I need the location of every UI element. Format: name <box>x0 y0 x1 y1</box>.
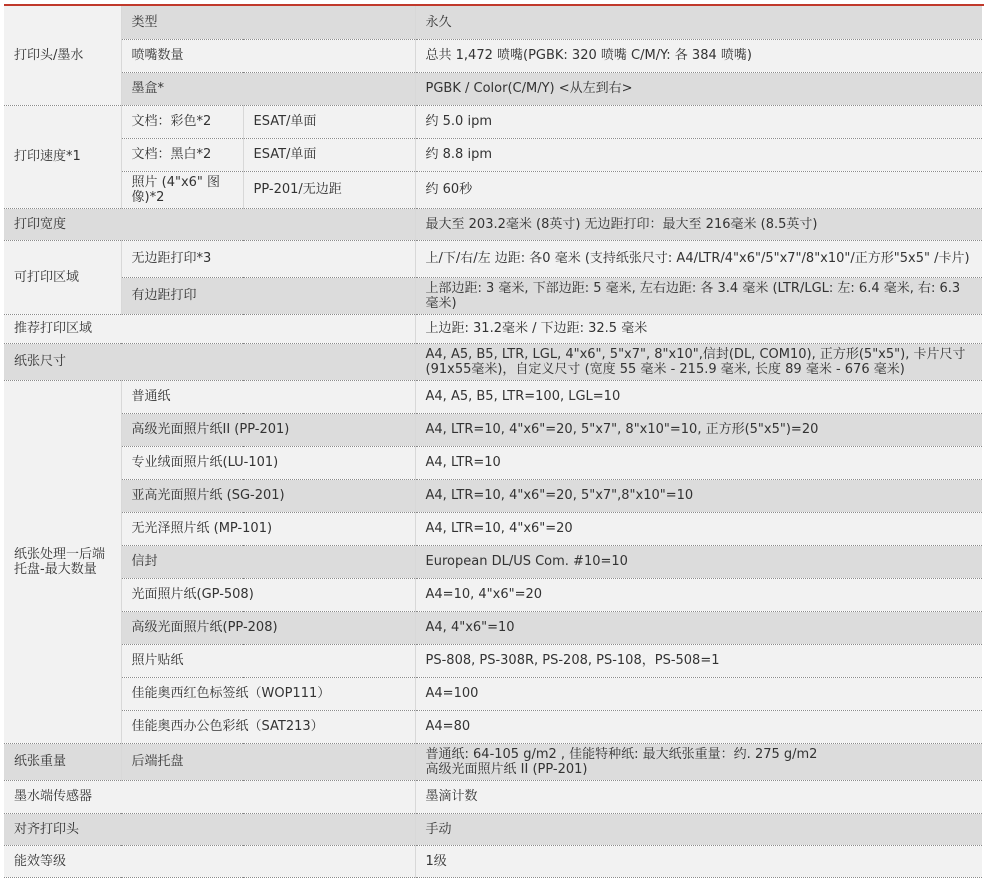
doc-color-label: 文档：彩色*2 <box>121 105 243 138</box>
table-row <box>4 446 982 479</box>
photo-mode: PP-201/无边距 <box>243 171 415 208</box>
spec-table <box>4 6 982 878</box>
bordered-value: 上部边距: 3 毫米, 下部边距: 5 毫米, 左右边距: 各 3.4 毫米 (LTR/LGL: 左: 6.4 毫米, 右: 6.3 毫米) <box>415 277 982 314</box>
weight-label: 后端托盘 <box>121 743 415 780</box>
type-value: 永久 <box>415 6 982 39</box>
tray-label: 佳能奥西办公色彩纸（SAT213） <box>121 710 415 743</box>
doc-bw-mode: ESAT/单面 <box>243 138 415 171</box>
tray-label: 光面照片纸(GP-508) <box>121 578 415 611</box>
tray-value: A4, 4"x6"=10 <box>415 611 982 644</box>
table-row <box>4 611 982 644</box>
width-value: 最大至 203.2毫米 (8英寸) 无边距打印：最大至 216毫米 (8.5英寸) <box>415 208 982 240</box>
ink-value: PGBK / Color(C/M/Y) <从左到右> <box>415 72 982 105</box>
table-row <box>4 479 982 512</box>
tray-value: A4=100 <box>415 677 982 710</box>
tray-value: A4=10, 4"x6"=20 <box>415 578 982 611</box>
tray-value: PS-808, PS-308R, PS-208, PS-108，PS-508=1 <box>415 644 982 677</box>
table-row <box>4 710 982 743</box>
recommended-value: 上边距: 31.2毫米 / 下边距: 32.5 毫米 <box>415 314 982 343</box>
table-row <box>4 578 982 611</box>
table-row <box>4 413 982 446</box>
tray-label: 无光泽照片纸 (MP-101) <box>121 512 415 545</box>
tray-label: 亚高光面照片纸 (SG-201) <box>121 479 415 512</box>
type-label: 类型 <box>121 6 415 39</box>
size-value: A4, A5, B5, LTR, LGL, 4"x6", 5"x7", 8"x10",信封(DL, COM10), 正方形(5"x5"), 卡片尺寸 (91x55毫米)，自定义尺寸 (宽度 55 毫米 - 215.9 毫米, 长度 89 毫米 - 676 毫米) <box>415 343 982 380</box>
table-row <box>4 277 982 314</box>
tray-value: A4, A5, B5, LTR=100, LGL=10 <box>415 380 982 413</box>
tray-label: 普通纸 <box>121 380 415 413</box>
table-row <box>4 6 982 39</box>
table-row <box>4 240 982 277</box>
category-align: 对齐打印头 <box>4 813 415 845</box>
table-row <box>4 677 982 710</box>
align-value: 手动 <box>415 813 982 845</box>
table-row <box>4 138 982 171</box>
weight-value-line2: 高级光面照片纸 II (PP-201) <box>425 761 588 777</box>
table-row <box>4 845 982 877</box>
category-size: 纸张尺寸 <box>4 343 415 380</box>
tray-value: European DL/US Com. #10=10 <box>415 545 982 578</box>
tray-value: A4, LTR=10, 4"x6"=20, 5"x7", 8"x10"=10, 正方形(5"x5")=20 <box>415 413 982 446</box>
table-row <box>4 72 982 105</box>
bordered-label: 有边距打印 <box>121 277 415 314</box>
table-row <box>4 39 982 72</box>
tray-label: 专业绒面照片纸(LU-101) <box>121 446 415 479</box>
weight-value-line1: 普通纸: 64-105 g/m2 , 佳能特种纸: 最大纸张重量：约. 275 g/m2 <box>425 746 818 762</box>
table-row <box>4 171 982 208</box>
category-speed: 打印速度*1 <box>4 105 121 208</box>
category-energy: 能效等级 <box>4 845 415 877</box>
category-width: 打印宽度 <box>4 208 415 240</box>
table-row <box>4 512 982 545</box>
borderless-label: 无边距打印*3 <box>121 240 415 277</box>
category-sensor: 墨水端传感器 <box>4 780 415 813</box>
category-recommended: 推荐打印区域 <box>4 314 415 343</box>
tray-label: 高级光面照片纸(PP-208) <box>121 611 415 644</box>
table-row <box>4 743 982 780</box>
table-row <box>4 780 982 813</box>
tray-value: A4, LTR=10, 4"x6"=20, 5"x7",8"x10"=10 <box>415 479 982 512</box>
category-tray: 纸张处理一后端托盘-最大数量 <box>4 380 121 743</box>
table-row <box>4 314 982 343</box>
category-printhead: 打印头/墨水 <box>4 6 121 105</box>
doc-bw-value: 约 8.8 ipm <box>415 138 982 171</box>
doc-color-value: 约 5.0 ipm <box>415 105 982 138</box>
nozzles-value: 总共 1,472 喷嘴(PGBK: 320 喷嘴 C/M/Y: 各 384 喷嘴) <box>415 39 982 72</box>
weight-value <box>415 743 982 780</box>
category-weight: 纸张重量 <box>4 743 121 780</box>
table-row <box>4 343 982 380</box>
table-row <box>4 644 982 677</box>
tray-label: 信封 <box>121 545 415 578</box>
table-row <box>4 545 982 578</box>
tray-value: A4, LTR=10, 4"x6"=20 <box>415 512 982 545</box>
table-row <box>4 208 982 240</box>
energy-value: 1级 <box>415 845 982 877</box>
photo-label: 照片 (4"x6" 图像)*2 <box>121 171 243 208</box>
tray-label: 高级光面照片纸II (PP-201) <box>121 413 415 446</box>
table-row <box>4 105 982 138</box>
doc-color-mode: ESAT/单面 <box>243 105 415 138</box>
sensor-value: 墨滴计数 <box>415 780 982 813</box>
doc-bw-label: 文档：黑白*2 <box>121 138 243 171</box>
table-row <box>4 813 982 845</box>
tray-value: A4=80 <box>415 710 982 743</box>
ink-label: 墨盒* <box>121 72 415 105</box>
tray-value: A4, LTR=10 <box>415 446 982 479</box>
table-row <box>4 380 982 413</box>
nozzles-label: 喷嘴数量 <box>121 39 415 72</box>
category-area: 可打印区域 <box>4 240 121 314</box>
borderless-value: 上/下/右/左 边距: 各0 毫米 (支持纸张尺寸: A4/LTR/4"x6"/5"x7"/8"x10"/正方形"5x5" /卡片) <box>415 240 982 277</box>
tray-label: 佳能奥西红色标签纸（WOP111） <box>121 677 415 710</box>
photo-value: 约 60秒 <box>415 171 982 208</box>
tray-label: 照片贴纸 <box>121 644 415 677</box>
